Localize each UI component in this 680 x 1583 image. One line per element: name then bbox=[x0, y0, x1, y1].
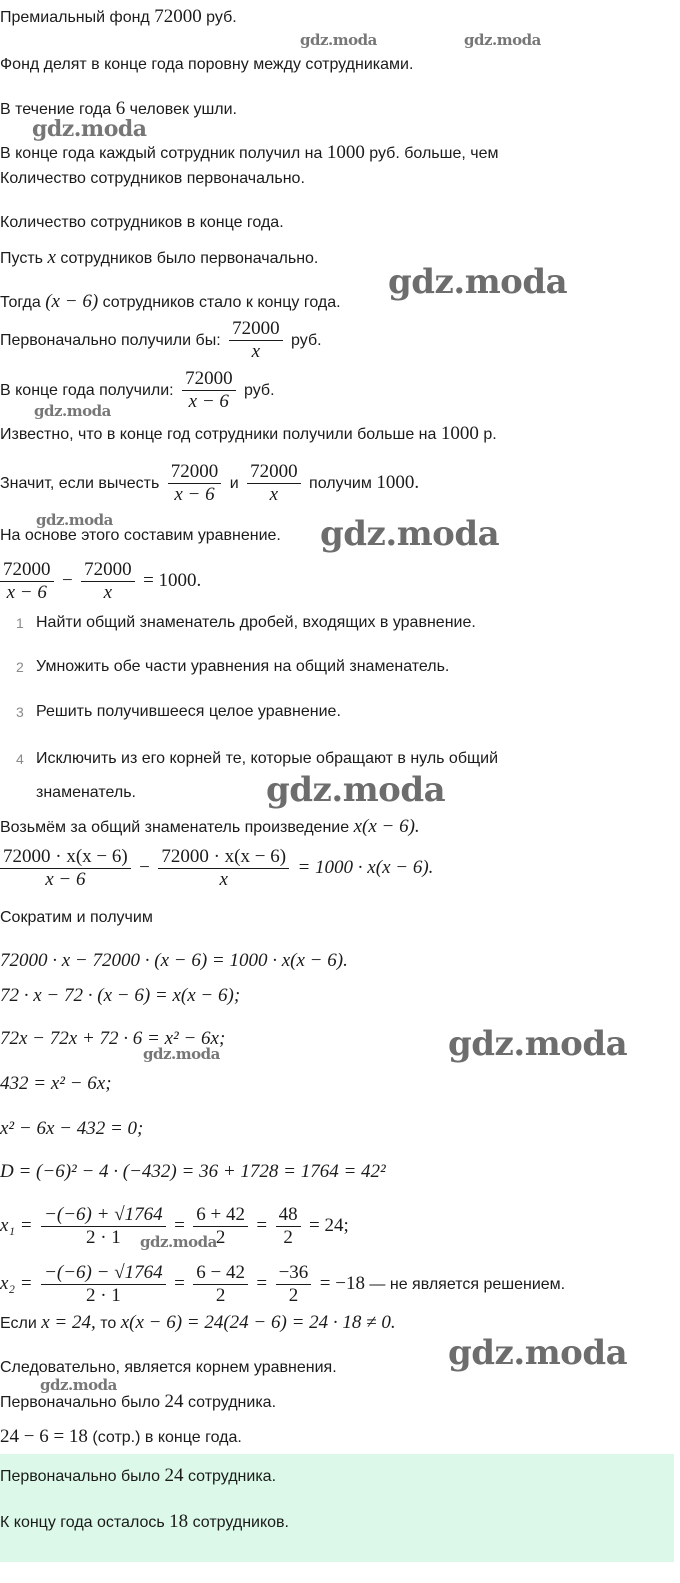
denominator: 2 bbox=[215, 1285, 226, 1307]
numerator: −(−6) − √1764 bbox=[41, 1262, 166, 1285]
text: В течение года bbox=[0, 101, 112, 118]
text-line bbox=[0, 424, 497, 445]
denominator: x bbox=[219, 869, 228, 891]
numerator: −36 bbox=[276, 1262, 312, 1285]
math: 1000 bbox=[326, 142, 365, 163]
equation: D = (−6)² − 4 · (−432) = 36 + 1728 = 1764 = 42² bbox=[0, 1161, 386, 1182]
text-line: На основе этого составим уравнение. bbox=[0, 527, 281, 544]
text: Первоначально получили бы: bbox=[0, 332, 221, 349]
equation bbox=[0, 556, 201, 607]
fraction-line bbox=[0, 318, 322, 364]
step-text: Найти общий знаменатель дробей, входящих в уравнение. bbox=[36, 614, 476, 631]
text-line bbox=[0, 1427, 242, 1448]
denominator: 2 bbox=[283, 1227, 293, 1249]
math: = 1000. bbox=[143, 570, 202, 591]
watermark: gdz.moda bbox=[40, 1376, 117, 1394]
text: В конце года получили: bbox=[0, 382, 174, 399]
watermark: gdz.moda bbox=[388, 262, 568, 302]
watermark: gdz.moda bbox=[448, 1333, 628, 1373]
fraction bbox=[229, 318, 283, 363]
fraction bbox=[81, 559, 135, 604]
numerator: 72000 · x(x − 6) bbox=[158, 846, 289, 869]
equation: x² − 6x − 432 = 0; bbox=[0, 1118, 144, 1139]
math: = bbox=[256, 1273, 268, 1294]
text: Первоначально было bbox=[0, 1468, 161, 1485]
watermark: gdz.moda bbox=[36, 511, 113, 529]
numerator: 48 bbox=[276, 1204, 301, 1227]
denominator: 2 bbox=[288, 1285, 299, 1307]
watermark: gdz.moda bbox=[143, 1045, 220, 1063]
fraction-line bbox=[0, 458, 419, 509]
fraction bbox=[193, 1262, 248, 1307]
math: x = 24, bbox=[41, 1312, 96, 1333]
math: = −18 bbox=[319, 1273, 365, 1294]
text: Пусть bbox=[0, 250, 43, 267]
math: 1000 bbox=[440, 423, 479, 444]
denominator: x − 6 bbox=[6, 582, 47, 604]
numerator: 72000 bbox=[168, 461, 222, 484]
text: руб. больше, чем bbox=[369, 145, 499, 162]
text: руб. bbox=[206, 9, 237, 26]
denominator: 2 bbox=[215, 1227, 226, 1249]
text: Известно, что в конце год сотрудники получили больше на bbox=[0, 426, 437, 443]
text: сотрудника. bbox=[187, 1468, 277, 1485]
math: x bbox=[47, 247, 56, 268]
fraction bbox=[158, 846, 289, 891]
text-line: Количество сотрудников первоначально. bbox=[0, 170, 305, 187]
watermark: gdz.moda bbox=[464, 31, 541, 49]
numerator: 72000 bbox=[229, 318, 283, 341]
math: x₂ = bbox=[0, 1273, 33, 1294]
text-line: Количество сотрудников в конце года. bbox=[0, 214, 284, 231]
text: сотрудника. bbox=[187, 1394, 277, 1411]
watermark: gdz.moda bbox=[34, 402, 111, 420]
watermark: gdz.moda bbox=[320, 514, 500, 554]
text-line: Сократим и получим bbox=[0, 909, 153, 926]
text: (сотр.) в конце года. bbox=[92, 1429, 242, 1446]
watermark: gdz.moda bbox=[266, 770, 446, 810]
text: В конце года каждый сотрудник получил на bbox=[0, 145, 323, 162]
text: Тогда bbox=[0, 294, 41, 311]
denominator: x bbox=[269, 484, 279, 506]
text-line: Фонд делят в конце года поровну между сотрудниками. bbox=[0, 56, 414, 73]
step-number: 1 bbox=[16, 615, 24, 631]
fraction bbox=[41, 1262, 166, 1307]
text-line bbox=[0, 817, 420, 838]
math: x₁ = bbox=[0, 1215, 33, 1236]
text-line bbox=[0, 143, 498, 164]
equation: 432 = x² − 6x; bbox=[0, 1073, 112, 1094]
math: x(x − 6) = 24(24 − 6) = 24 · 18 ≠ 0. bbox=[120, 1312, 396, 1333]
numerator: 6 + 42 bbox=[193, 1204, 248, 1227]
answer-box bbox=[0, 1454, 674, 1562]
denominator: x − 6 bbox=[188, 391, 229, 413]
fraction bbox=[182, 368, 236, 413]
equation bbox=[0, 1258, 565, 1311]
text: сотрудников было первоначально. bbox=[60, 250, 319, 267]
denominator: 2 · 1 bbox=[85, 1285, 121, 1307]
numerator: 72000 bbox=[247, 461, 301, 484]
watermark: gdz.moda bbox=[448, 1024, 628, 1064]
fraction bbox=[0, 559, 54, 604]
text-line bbox=[0, 292, 341, 313]
math: = 24; bbox=[309, 1215, 349, 1236]
text: сотрудников. bbox=[192, 1514, 289, 1531]
denominator: x bbox=[103, 582, 113, 604]
fraction bbox=[0, 846, 131, 891]
numerator: 72000 bbox=[0, 559, 54, 582]
text: человек ушли. bbox=[129, 101, 237, 118]
math: = bbox=[256, 1215, 268, 1236]
denominator: 2 · 1 bbox=[85, 1227, 121, 1249]
equation bbox=[0, 842, 433, 895]
watermark: gdz.moda bbox=[32, 116, 147, 142]
text: руб. bbox=[291, 332, 322, 349]
text: Возьмём за общий знаменатель произведение bbox=[0, 819, 350, 836]
text: получим bbox=[309, 475, 372, 492]
answer-line bbox=[0, 1512, 289, 1533]
text: и bbox=[229, 475, 239, 492]
text-line: Следовательно, является корнем уравнения. bbox=[0, 1359, 337, 1376]
math: 72000 bbox=[154, 6, 202, 27]
math: = bbox=[174, 1215, 185, 1236]
equation: 72000 · x − 72000 · (x − 6) = 1000 · x(x − 6). bbox=[0, 950, 348, 971]
step-text: Умножить обе части уравнения на общий знаменатель. bbox=[36, 658, 450, 675]
text-line bbox=[0, 7, 237, 28]
math: = bbox=[174, 1273, 185, 1294]
denominator: x − 6 bbox=[45, 869, 86, 891]
math: − bbox=[61, 570, 73, 591]
numerator: 6 − 42 bbox=[193, 1262, 248, 1285]
step-text: Решить получившееся целое уравнение. bbox=[36, 703, 341, 720]
math: 24 bbox=[164, 1391, 184, 1412]
numerator: 72000 bbox=[182, 368, 236, 391]
text: то bbox=[100, 1315, 117, 1332]
text: Первоначально было bbox=[0, 1394, 161, 1411]
math: x(x − 6). bbox=[353, 816, 420, 837]
denominator: x − 6 bbox=[174, 484, 215, 506]
text: руб. bbox=[244, 382, 275, 399]
fraction bbox=[276, 1204, 301, 1249]
step-number: 4 bbox=[16, 751, 24, 767]
text: К концу года осталось bbox=[0, 1514, 165, 1531]
math: 24 − 6 = 18 bbox=[0, 1426, 88, 1447]
fraction bbox=[247, 461, 301, 506]
step-number: 3 bbox=[16, 704, 24, 720]
watermark: gdz.moda bbox=[140, 1233, 217, 1251]
equation: 72x − 72x + 72 · 6 = x² − 6x; bbox=[0, 1028, 226, 1049]
text-line bbox=[0, 248, 318, 269]
equation: 72 · x − 72 · (x − 6) = x(x − 6); bbox=[0, 985, 241, 1006]
math: 1000. bbox=[376, 472, 420, 493]
text: Значит, если вычесть bbox=[0, 475, 160, 492]
watermark: gdz.moda bbox=[300, 31, 377, 49]
numerator: 72000 bbox=[81, 559, 135, 582]
numerator: 72000 · x(x − 6) bbox=[0, 846, 131, 869]
denominator: x bbox=[251, 341, 261, 363]
text: Если bbox=[0, 1315, 37, 1332]
fraction bbox=[168, 461, 222, 506]
text: р. bbox=[483, 426, 497, 443]
fraction bbox=[276, 1262, 312, 1307]
math: − bbox=[139, 857, 150, 878]
answer-line bbox=[0, 1466, 276, 1487]
text-line bbox=[0, 1392, 276, 1413]
math: (x − 6) bbox=[45, 291, 99, 312]
numerator: −(−6) + √1764 bbox=[41, 1204, 166, 1227]
text: — не является решением. bbox=[369, 1276, 566, 1293]
math: 24 bbox=[164, 1465, 184, 1486]
step-text: Исключить из его корней те, которые обращают в нуль общий знаменатель. bbox=[36, 750, 499, 801]
step-number: 2 bbox=[16, 659, 24, 675]
math: = 1000 · x(x − 6). bbox=[297, 857, 434, 878]
text: сотрудников стало к концу года. bbox=[102, 294, 341, 311]
math: 18 bbox=[169, 1511, 189, 1532]
math: 6 bbox=[115, 98, 126, 119]
text: Премиальный фонд bbox=[0, 9, 150, 26]
text-line bbox=[0, 1313, 396, 1334]
